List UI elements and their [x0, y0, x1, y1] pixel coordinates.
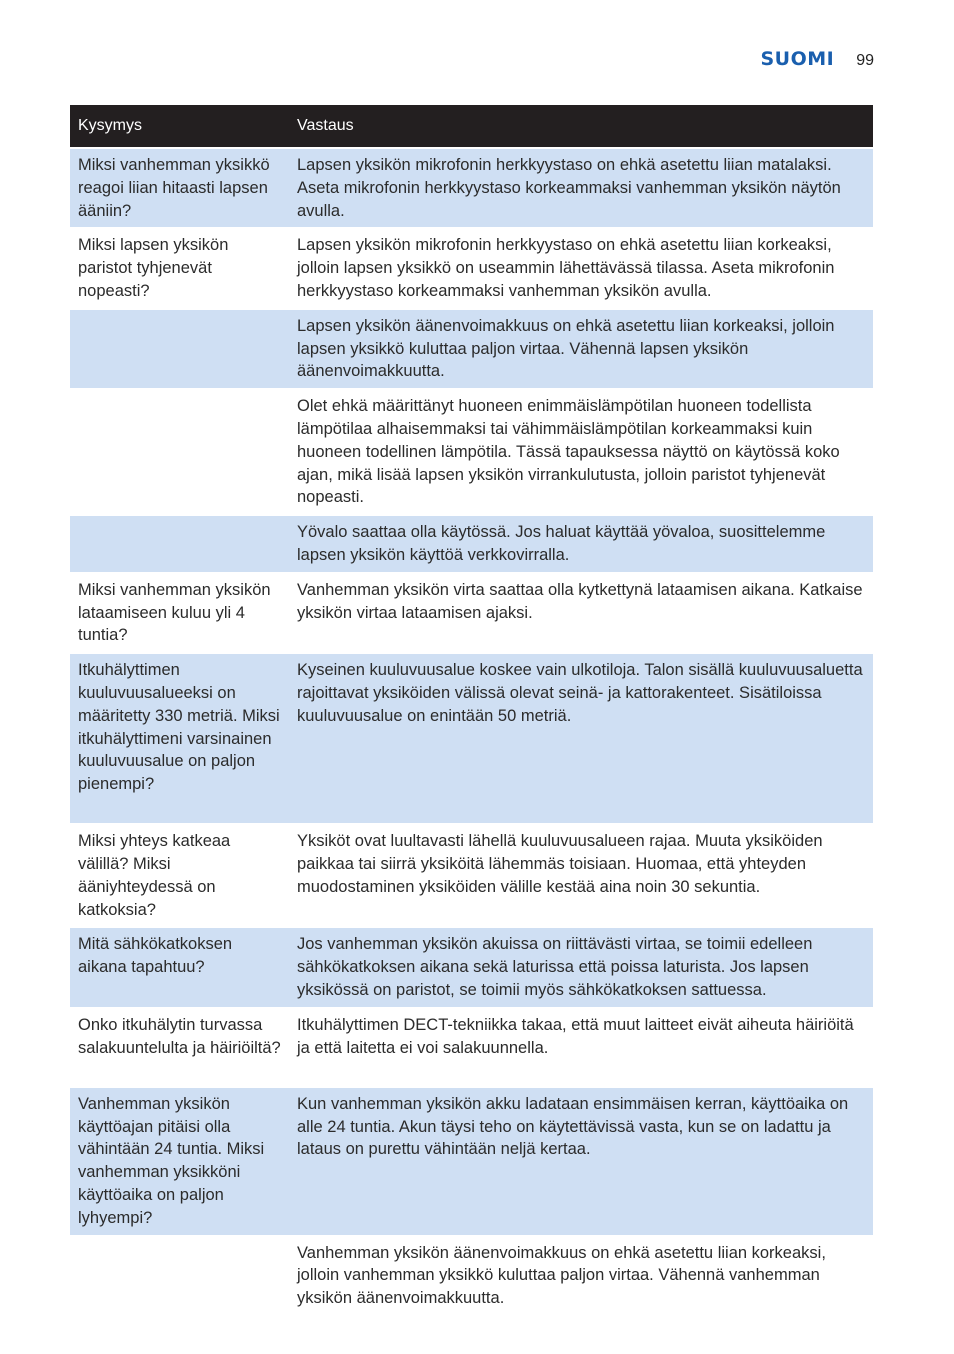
answer-cell: Lapsen yksikön mikrofonin herkkyystaso on ehkä asetettu liian matalaksi. Aseta mikrofonin herkkyystaso korkeammaksi vanhemman yksikön näytön avulla. — [289, 148, 873, 228]
column-header-answer: Vastaus — [289, 105, 873, 148]
table-row — [70, 573, 873, 653]
answer-cell: Jos vanhemman yksikön akuissa on riittävästi virtaa, se toimii edelleen sähkökatkoksen aikana sekä laturissa että poissa laturista. Jos lapsen yksikössä on paristot, se toimii myös sähkökatkoksen sattuessa. — [289, 927, 873, 1007]
answer-cell: Yövalo saattaa olla käytössä. Jos haluat käyttää yövaloa, suosittelemme lapsen yksikön käyttöä verkkovirralla. — [289, 515, 873, 573]
table-row — [70, 515, 873, 573]
table-row — [70, 927, 873, 1007]
question-cell — [70, 389, 289, 515]
table-row — [70, 148, 873, 228]
table-row — [70, 1236, 873, 1316]
answer-cell: Kun vanhemman yksikön akku ladataan ensimmäisen kerran, käyttöaika on alle 24 tuntia. Akun täysi teho on käytettävissä vasta, kun se on ladattu ja lataus on purettu vähintään neljä kertaa. — [289, 1087, 873, 1236]
language-label: SUOMI — [760, 48, 835, 70]
answer-cell: Lapsen yksikön äänenvoimakkuus on ehkä asetettu liian korkeaksi, jolloin lapsen yksikkö kuluttaa paljon virtaa. Vähennä lapsen yksikön äänenvoimakkuutta. — [289, 309, 873, 389]
table-row — [70, 228, 873, 308]
page-header — [760, 48, 874, 70]
table-row — [70, 1008, 873, 1087]
question-cell: Vanhemman yksikön käyttöajan pitäisi olla vähintään 24 tuntia. Miksi vanhemman yksikköni käyttöaika on paljon lyhyempi? — [70, 1087, 289, 1236]
question-cell — [70, 515, 289, 573]
page-number: 99 — [856, 52, 874, 69]
answer-cell: Itkuhälyttimen DECT-tekniikka takaa, että muut laitteet eivät aiheuta häiriöitä ja että laitetta ei voi salakuunnella. — [289, 1008, 873, 1087]
table-header-row — [70, 105, 873, 148]
question-cell: Mitä sähkökatkoksen aikana tapahtuu? — [70, 927, 289, 1007]
question-cell: Miksi lapsen yksikön paristot tyhjenevät nopeasti? — [70, 228, 289, 308]
answer-cell: Kyseinen kuuluvuusalue koskee vain ulkotiloja. Talon sisällä kuuluvuusaluetta rajoittavat yksiköiden välissä olevat seinä- ja kattorakenteet. Sisätiloissa kuuluvuusalue on enintään 50 metriä. — [289, 653, 873, 824]
answer-cell: Olet ehkä määrittänyt huoneen enimmäislämpötilan huoneen todellista lämpötilaa alhaisemmaksi tai vähimmäislämpötilan korkeammaksi kuin huoneen todellinen lämpötila. Tässä tapauksessa näyttö on käytössä koko ajan, mikä lisää lapsen yksikön virrankulutusta, jolloin paristot tyhjenevät nopeasti. — [289, 389, 873, 515]
question-cell: Miksi vanhemman yksikön lataamiseen kuluu yli 4 tuntia? — [70, 573, 289, 653]
question-cell: Onko itkuhälytin turvassa salakuuntelulta ja häiriöiltä? — [70, 1008, 289, 1087]
table-row — [70, 1087, 873, 1236]
answer-cell: Yksiköt ovat luultavasti lähellä kuuluvuusalueen rajaa. Muuta yksiköiden paikkaa tai siirrä yksiköitä lähemmäs toisiaan. Huomaa, että yhteyden muodostaminen yksiköiden välille kestää aina noin 30 sekuntia. — [289, 824, 873, 927]
faq-table — [70, 105, 873, 1316]
question-cell: Itkuhälyttimen kuuluvuusalueeksi on määritetty 330 metriä. Miksi itkuhälyttimeni varsinainen kuuluvuusalue on paljon pienempi? — [70, 653, 289, 824]
table-row — [70, 309, 873, 389]
table-row — [70, 389, 873, 515]
question-cell — [70, 309, 289, 389]
table-row — [70, 824, 873, 927]
question-cell: Miksi yhteys katkeaa välillä? Miksi ääniyhteydessä on katkoksia? — [70, 824, 289, 927]
answer-cell: Vanhemman yksikön virta saattaa olla kytkettynä lataamisen aikana. Katkaise yksikön virtaa lataamisen ajaksi. — [289, 573, 873, 653]
question-cell: Miksi vanhemman yksikkö reagoi liian hitaasti lapsen ääniin? — [70, 148, 289, 228]
answer-cell: Lapsen yksikön mikrofonin herkkyystaso on ehkä asetettu liian korkeaksi, jolloin lapsen yksikkö on useammin lähettävässä tilassa. Aseta mikrofonin herkkyystaso korkeammaksi vanhemman yksikön avulla. — [289, 228, 873, 308]
question-cell — [70, 1236, 289, 1316]
column-header-question: Kysymys — [70, 105, 289, 148]
answer-cell: Vanhemman yksikön äänenvoimakkuus on ehkä asetettu liian korkeaksi, jolloin vanhemman yksikkö kuluttaa paljon virtaa. Vähennä vanhemman yksikön äänenvoimakkuutta. — [289, 1236, 873, 1316]
table-row — [70, 653, 873, 824]
